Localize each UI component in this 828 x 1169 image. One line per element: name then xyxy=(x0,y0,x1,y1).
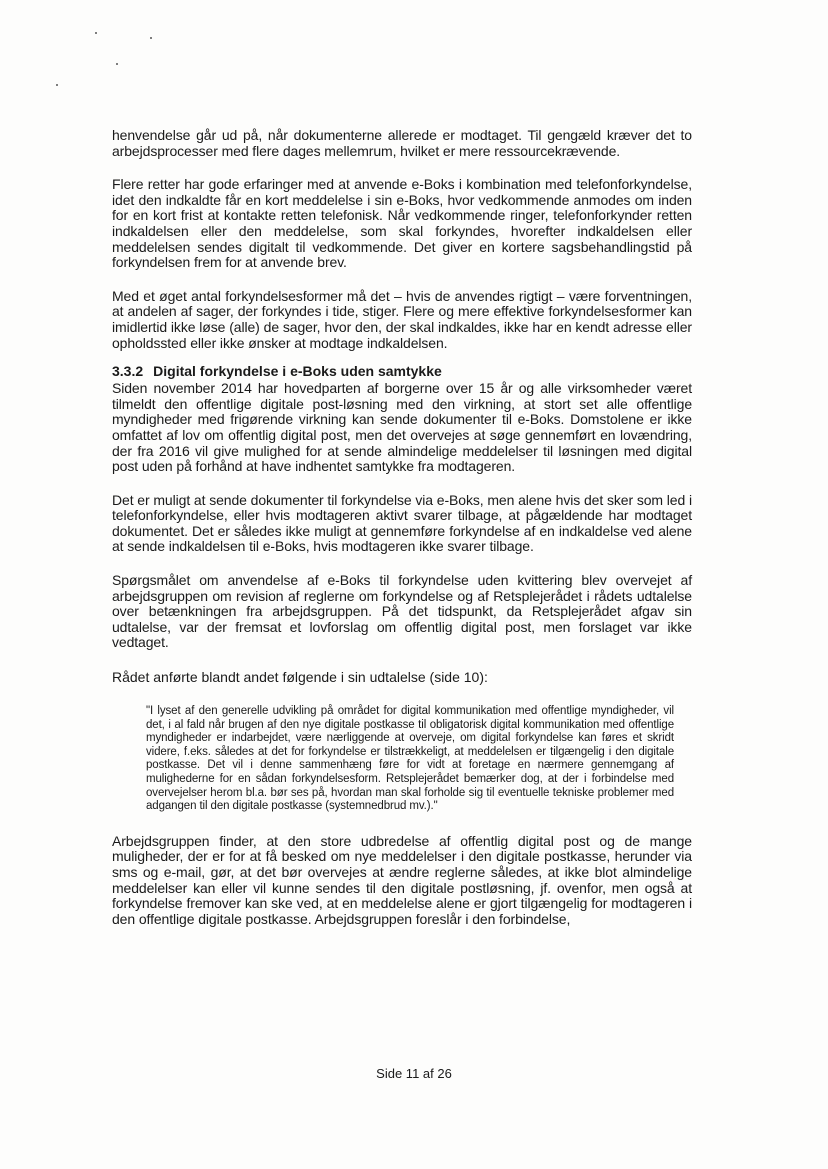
section-title: Digital forkyndelse i e-Boks uden samtykke xyxy=(153,363,442,380)
paragraph-4: Siden november 2014 har hovedparten af borgerne over 15 år og alle virksomheder været tilmeldt den offentlige digitale post-løsning med den virkning, at stort set alle offentlige myndigheder med frigørende virkning kan sende dokumenter til e-Boks. Domstolene er ikke omfattet af lov om offentlig digital post, men det overvejes at søge gennemført en lovændring, der fra 2016 vil give mulighed for at sende almindelige meddelelser til løsningen med digital post uden på forhånd at have indhentet samtykke fra modtageren. xyxy=(112,380,692,475)
section-number: 3.3.2 xyxy=(112,363,144,380)
section-heading xyxy=(112,363,692,379)
paragraph-1: henvendelse går ud på, når dokumenterne allerede er modtaget. Til gengæld kræver det to arbejdsprocesser med flere dages mellemrum, hvilket er mere ressourcekrævende. xyxy=(112,127,692,159)
paragraph-5: Det er muligt at sende dokumenter til forkyndelse via e-Boks, men alene hvis det sker som led i telefonforkyndelse, eller hvis modtageren aktivt svarer tilbage, at pågældende har modtaget dokumentet. Det er således ikke muligt at gennemføre forkyndelse af en indkaldelse ved alene at sende indkaldelsen til e-Boks, hvis modtageren ikke svarer tilbage. xyxy=(112,491,692,555)
document-body xyxy=(112,128,692,945)
paragraph-6: Spørgsmålet om anvendelse af e-Boks til forkyndelse uden kvittering blev overvejet af arbejdsgruppen om revision af reglerne om forkyndelse og af Retsplejerådet i rådets udtalelse over betænkningen fra arbejdsgruppen. På det tidspunkt, da Retsplejerådet afgav sin udtalelse, var der fremsat et lovforslag om offentlig digital post, men forslaget var ikke vedtaget. xyxy=(112,572,692,651)
page-number: Side 11 af 26 xyxy=(376,1066,452,1081)
paragraph-8: Arbejdsgruppen finder, at den store udbredelse af offentlig digital post og de mange muligheder, der er for at få besked om nye meddelelser i den digitale postkasse, herunder via sms og e-mail, gør, at det bør overvejes at ændre reglerne således, at ikke blot almindelige meddelelser kan eller vil kunne sendes til den digitale postløsning, jf. ovenfor, men også at forkyndelse fremover kan ske ved, at en meddelelse alene er gjort tilgængelig for modtageren i den offentlige digitale postkasse. Arbejdsgruppen foreslår i den forbindelse, xyxy=(112,832,692,927)
paragraph-2: Flere retter har gode erfaringer med at anvende e-Boks i kombination med telefonforkyndelse, idet den indkaldte får en kort meddelelse i sin e-Boks, hvor vedkommende anmodes om inden for en kort frist at kontakte retten telefonisk. Når vedkommende ringer, telefonforkynder retten indkaldelsen eller den meddelelse, som skal forkyndes, hvorefter indkaldelsen eller meddelelsen sendes digitalt til vedkommende. Det giver en kortere sagsbehandlingstid på forkyndelsen frem for at anvende brev. xyxy=(112,176,692,271)
block-quote: "I lyset af den generelle udvikling på området for digital kommunikation med offentlige myndigheder, vil det, i al fald når brugen af den nye digitale postkasse til obligatorisk digital kommunikation med offentlige myndigheder er indarbejdet, være nærliggende at overveje, om digital forkyndelse kan føres et skridt videre, f.eks. således at det for forkyndelse er tilstrækkeligt, at meddelelsen er tilgængelig i den digitale postkasse. Det vil i denne sammenhæng føre for vidt at foretage en nærmere gennemgang af mulighederne for en sådan forkyndelsesform. Retsplejerådet bemærker dog, at der i forbindelse med overvejelser herom bl.a. bør ses på, hvordan man skal forholde sig til eventuelle tekniske problemer med adgangen til den digitale postkasse (systemnedbrud mv.)." xyxy=(146,705,674,813)
paragraph-7: Rådet anførte blandt andet følgende i sin udtalelse (side 10): xyxy=(112,669,488,686)
paragraph-3: Med et øget antal forkyndelsesformer må det – hvis de anvendes rigtigt – være forventningen, at andelen af sager, der forkyndes i tide, stiger. Flere og mere effektive forkyndelsesformer kan imidlertid ikke løse (alle) de sager, hvor den, der skal indkaldes, ikke har en kendt adresse eller opholdssted eller ikke ønsker at modtage indkaldelsen. xyxy=(112,287,692,351)
